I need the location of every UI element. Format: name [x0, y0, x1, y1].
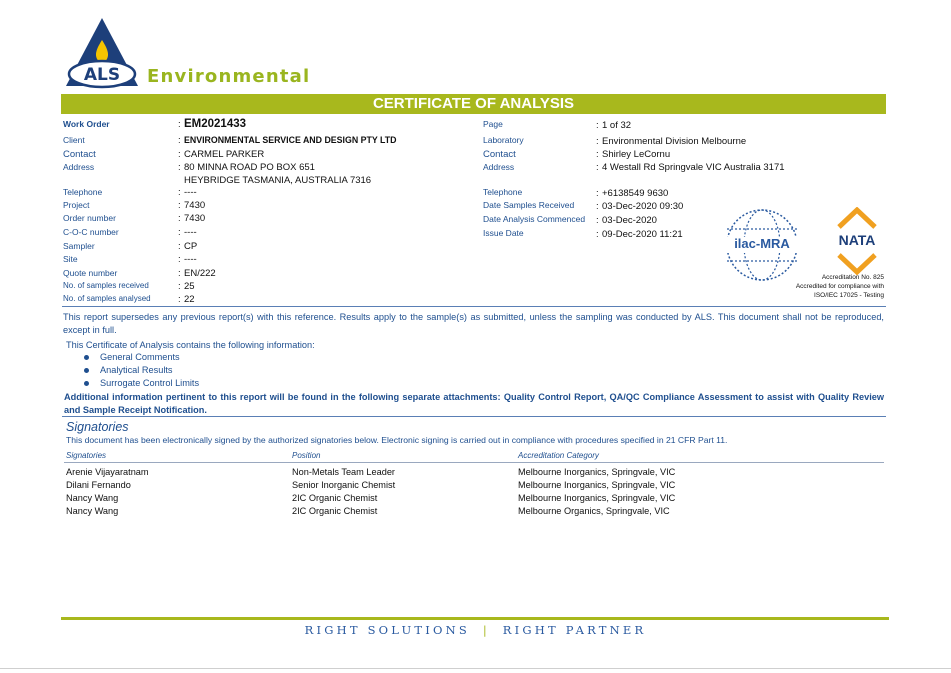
signatory-position: 2IC Organic Chemist: [292, 506, 378, 516]
colon: :: [596, 136, 599, 147]
client-address-label: Address: [63, 162, 95, 172]
colon: :: [596, 201, 599, 212]
lab-telephone-value: +6138549 9630: [602, 188, 669, 199]
accreditation-column-header: Accreditation Category: [518, 451, 599, 460]
colon: :: [178, 268, 181, 279]
laboratory-label: Laboratory: [483, 135, 524, 145]
project-value: 7430: [184, 200, 206, 211]
date-received-label: Date Samples Received: [483, 200, 575, 210]
ilac-mra-logo: [724, 207, 800, 283]
client-contact-value: CARMEL PARKER: [184, 149, 265, 160]
signatory-name: Nancy Wang: [66, 506, 119, 516]
signatories-statement: This document has been electronically signed by the authorized signatories below. Electronic signing is carried out in compliance with procedures specified in 21 CFR Part 11.: [66, 435, 728, 445]
footer-separator: |: [482, 623, 490, 637]
colon: :: [178, 227, 181, 238]
signatory-accreditation: Melbourne Inorganics, Springvale, VIC: [518, 480, 676, 490]
contains-item-surrogate-limits: Surrogate Control Limits: [100, 378, 200, 388]
section-divider: [62, 416, 886, 417]
signatory-name: Arenie Vijayaratnam: [66, 467, 149, 477]
bullet-dot: [84, 381, 89, 386]
project-label: Project: [63, 200, 90, 210]
quote-number-value: EN/222: [184, 268, 216, 279]
nata-accreditation-compliance: Accredited for compliance with: [795, 283, 884, 290]
colon: :: [178, 294, 181, 305]
nata-text: NATA: [838, 232, 876, 248]
laboratory-value: Environmental Division Melbourne: [602, 136, 747, 147]
certificate-title-banner: CERTIFICATE OF ANALYSIS: [61, 94, 886, 114]
colon: :: [596, 229, 599, 240]
nata-logo: [829, 207, 885, 275]
bullet-dot: [84, 368, 89, 373]
footer-rule: [61, 617, 889, 620]
signatory-accreditation: Melbourne Inorganics, Springvale, VIC: [518, 467, 676, 477]
samples-analysed-label: No. of samples analysed: [63, 294, 151, 303]
coc-number-label: C-O-C number: [63, 227, 119, 237]
footer-tagline-right: RIGHT PARTNER: [502, 623, 647, 637]
site-label: Site: [63, 254, 78, 264]
signatory-position: Senior Inorganic Chemist: [292, 480, 396, 490]
issue-date-label: Issue Date: [483, 228, 524, 238]
colon: :: [178, 213, 181, 224]
samples-received-label: No. of samples received: [63, 281, 149, 290]
client-address-line1: 80 MINNA ROAD PO BOX 651: [184, 162, 315, 173]
work-order-value: EM2021433: [184, 118, 247, 130]
colon: :: [178, 200, 181, 211]
contains-intro: This Certificate of Analysis contains the following information:: [66, 340, 315, 350]
signatory-name: Nancy Wang: [66, 493, 119, 503]
colon: :: [596, 215, 599, 226]
colon: :: [178, 241, 181, 252]
signatory-position: 2IC Organic Chemist: [292, 493, 378, 503]
date-commenced-label: Date Analysis Commenced: [483, 214, 586, 224]
samples-received-value: 25: [184, 281, 195, 292]
client-telephone-value: ----: [184, 187, 197, 198]
sampler-value: CP: [184, 241, 198, 252]
colon: :: [596, 188, 599, 199]
client-value: ENVIRONMENTAL SERVICE AND DESIGN PTY LTD: [184, 135, 397, 145]
ilac-mra-text: ilac-MRA: [734, 236, 790, 251]
signatory-accreditation: Melbourne Inorganics, Springvale, VIC: [518, 493, 676, 503]
quote-number-label: Quote number: [63, 268, 118, 278]
position-column-header: Position: [292, 451, 321, 460]
additional-info-notice: Additional information pertinent to this report will be found in the following separate attachments: Quality Control Report, QA/QC Compliance Assessment to assist with Quality Review and Sample Receipt Notification.: [64, 392, 884, 415]
signatory-name: Dilani Fernando: [66, 480, 131, 490]
signatories-heading: Signatories: [66, 420, 129, 434]
contains-item-analytical-results: Analytical Results: [100, 365, 173, 375]
client-contact-label: Contact: [63, 149, 96, 160]
work-order-label: Work Order: [63, 119, 110, 129]
order-number-label: Order number: [63, 213, 116, 223]
colon: :: [178, 281, 181, 292]
date-commenced-value: 03-Dec-2020: [602, 215, 657, 226]
contains-item-general-comments: General Comments: [100, 352, 180, 362]
brand-wordmark: Environmental: [147, 66, 311, 87]
order-number-value: 7430: [184, 213, 206, 224]
colon: :: [178, 135, 181, 146]
als-logo-text: ALS: [83, 65, 121, 85]
nata-accreditation-standard: ISO/IEC 17025 - Testing: [814, 292, 884, 299]
date-received-value: 03-Dec-2020 09:30: [602, 201, 684, 212]
page-value: 1 of 32: [602, 120, 632, 131]
supersede-notice: This report supersedes any previous report(s) with this reference. Results apply to the sample(s) as submitted, unless the sampling was conducted by ALS. This document shall not be reproduced, except in full.: [63, 312, 884, 335]
colon: :: [596, 149, 599, 160]
lab-address-label: Address: [483, 162, 515, 172]
lab-contact-label: Contact: [483, 149, 516, 160]
colon: :: [178, 119, 181, 130]
table-header-divider: [64, 462, 884, 463]
lab-address-value: 4 Westall Rd Springvale VIC Australia 3171: [602, 162, 785, 173]
section-divider: [62, 306, 886, 307]
page-bottom-border: [0, 668, 951, 669]
bullet-dot: [84, 355, 89, 360]
colon: :: [596, 120, 599, 131]
issue-date-value: 09-Dec-2020 11:21: [602, 229, 683, 240]
signatories-column-header: Signatories: [66, 451, 107, 460]
footer-tagline-left: RIGHT SOLUTIONS: [304, 623, 470, 637]
lab-telephone-label: Telephone: [483, 187, 523, 197]
nata-accreditation-number: Accreditation No. 825: [821, 274, 884, 281]
footer-tagline: [0, 623, 951, 637]
signatory-accreditation: Melbourne Organics, Springvale, VIC: [518, 506, 670, 516]
sampler-label: Sampler: [63, 241, 95, 251]
samples-analysed-value: 22: [184, 294, 195, 305]
coc-number-value: ----: [184, 227, 197, 238]
colon: :: [178, 149, 181, 160]
als-logo: [62, 16, 142, 90]
client-label: Client: [63, 135, 85, 145]
site-value: ----: [184, 254, 197, 265]
colon: :: [178, 162, 181, 173]
colon: :: [178, 187, 181, 198]
colon: :: [178, 254, 181, 265]
client-telephone-label: Telephone: [63, 187, 103, 197]
client-address-line2: HEYBRIDGE TASMANIA, AUSTRALIA 7316: [184, 175, 372, 186]
lab-contact-value: Shirley LeCornu: [602, 149, 671, 160]
page-label: Page: [483, 119, 503, 129]
signatory-position: Non-Metals Team Leader: [292, 467, 395, 477]
colon: :: [596, 162, 599, 173]
